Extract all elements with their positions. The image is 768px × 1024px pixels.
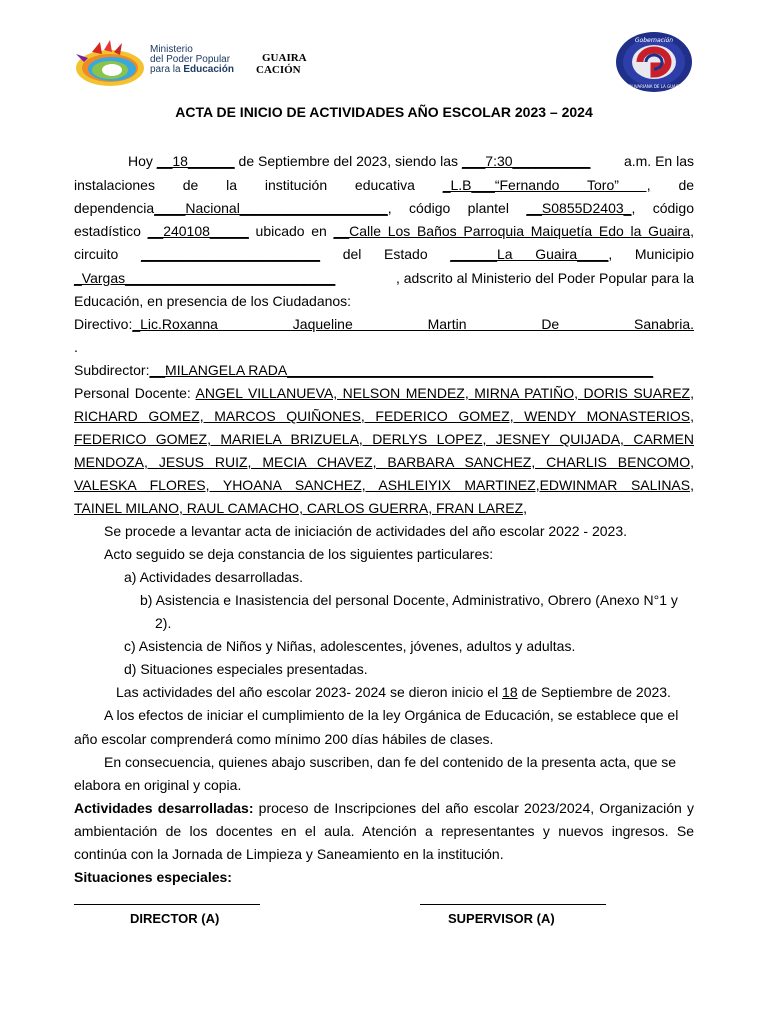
- body-line-education: Educación, en presencia de los Ciudadanos:: [74, 293, 352, 309]
- supervisor-label: SUPERVISOR (A): [448, 911, 555, 926]
- field-time: ___7:30__________: [461, 153, 591, 169]
- body-line-activities-2: ambientación de los docentes en el aula. Atención a representantes y nuevos ingresos. Se: [74, 823, 694, 839]
- body-line-activities-1: Actividades desarrolladas: proceso de Inscripciones del año escolar 2023/2024, Organización y: [74, 800, 694, 816]
- special-situations-label: Situaciones especiales:: [74, 869, 232, 885]
- ministry-name-line1: Ministerio: [150, 44, 193, 55]
- field-director: _Lic.Roxanna Jaqueline Martin De Sanabria.: [132, 316, 694, 332]
- body-line-staff-6: TAINEL MILANO, RAUL CAMACHO, CARLOS GUERRA, FRAN LAREZ,: [74, 500, 528, 516]
- body-line-subdirector: Subdirector:__MILANGELA RADA_______________________________________________: [74, 362, 654, 378]
- field-school-code: __S0855D2403_: [526, 200, 632, 216]
- ministry-logo: [74, 40, 324, 90]
- overlap-text-line2: CACIÓN: [256, 64, 301, 76]
- body-line-dot: .: [74, 339, 78, 355]
- list-item-b: b) Asistencia e Inasistencia del personal Docente, Administrativo, Obrero (Anexo N°1 y: [140, 592, 678, 608]
- body-line-municipality: _Vargas___________________________ , adscrito al Ministerio del Poder Popular para la: [74, 270, 694, 286]
- body-line-institution: instalaciones de la institución educativa _L.B___“Fernando Toro” , de: [74, 177, 695, 193]
- body-line-start: Las actividades del año escolar 2023- 2024 se dieron inicio el 18 de Septiembre de 2023.: [116, 684, 671, 700]
- governorate-seal-icon: [614, 30, 696, 94]
- field-dependency: ____Nacional___________________: [154, 200, 388, 216]
- field-subdirector: __MILANGELA RADA_______________________________________________: [149, 362, 654, 378]
- body-line-director: Directivo:_Lic.Roxanna Jaqueline Martin De Sanabria.: [74, 316, 694, 332]
- body-line-circuit: circuito _______________________ del Estado ______La Guaira____, Municipio: [74, 246, 695, 262]
- body-line-activities-3: continúa con la Jornada de Limpieza y Saneamiento en la institución.: [74, 846, 504, 862]
- field-day: __18______: [156, 153, 235, 169]
- ministry-name-line2: del Poder Popular: [150, 54, 231, 65]
- ministry-emblem-icon: [74, 40, 154, 88]
- list-item-c: c) Asistencia de Niños y Niñas, adolescentes, jóvenes, adultos y adultas.: [124, 638, 576, 654]
- body-line-copy: elabora en original y copia.: [74, 777, 242, 793]
- field-state: ______La Guaira____: [450, 246, 609, 262]
- body-line-law: A los efectos de iniciar el cumplimiento de la ley Orgánica de Educación, se establece que el: [104, 707, 679, 723]
- activities-label: Actividades desarrolladas:: [74, 800, 254, 816]
- field-municipality: _Vargas___________________________: [74, 270, 336, 286]
- body-line-staff-1: Personal Docente: ANGEL VILLANUEVA, NELSON MENDEZ, MIRNA PATIÑO, DORIS SUAREZ,: [74, 385, 695, 401]
- field-start-day: 18: [502, 684, 518, 700]
- list-item-b-cont: 2).: [155, 615, 172, 631]
- body-line-statistic: estadístico __240108_____ ubicado en __Calle Los Baños Parroquia Maiquetía Edo la Guaira,: [74, 223, 694, 239]
- ministry-name-line3: para la Educación: [150, 64, 234, 75]
- director-label: DIRECTOR (A): [130, 911, 220, 926]
- governorate-seal: [614, 30, 696, 94]
- director-signature-line: [74, 904, 260, 905]
- overlap-text-line1: GUAIRA: [262, 52, 307, 64]
- supervisor-signature-line: [420, 904, 606, 905]
- field-circuit: _______________________: [141, 246, 321, 262]
- list-item-d: d) Situaciones especiales presentadas.: [124, 661, 368, 677]
- body-line-staff-3: FEDERICO GOMEZ, MARIELA BRIZUELA, DERLYS LOPEZ, JESNEY QUIJADA, CARMEN: [74, 431, 694, 447]
- body-line-date: Hoy __18______ de Septiembre del 2023, siendo las ___7:30__________ a.m. En las: [128, 153, 694, 169]
- field-statistic-code: __240108_____: [147, 223, 249, 239]
- list-item-a: a) Actividades desarrolladas.: [124, 569, 303, 585]
- body-line-staff-4: MENDOZA, JESUS RUIZ, MECIA CHAVEZ, BARBARA SANCHEZ, CHARLIS BENCOMO,: [74, 454, 694, 470]
- body-line-staff-5: VALESKA FLORES, YHOANA SANCHEZ, ASHLEIYIX MARTINEZ,EDWINMAR SALINAS,: [74, 477, 694, 493]
- body-line-staff-2: RICHARD GOMEZ, MARCOS QUIÑONES, FEDERICO GOMEZ, WENDY MONASTERIOS,: [74, 408, 694, 424]
- field-address: __Calle Los Baños Parroquia Maiquetía Edo la Guaira,: [333, 223, 694, 239]
- field-institution: _L.B___“Fernando Toro” ,: [442, 177, 651, 193]
- body-line-dependency: dependencia____Nacional___________________, código plantel __S0855D2403_, código: [74, 200, 694, 216]
- body-line-schoolyear: año escolar comprenderá como mínimo 200 días hábiles de clases.: [74, 731, 494, 747]
- svg-text:Gobernación: Gobernación: [634, 37, 674, 44]
- body-line-followup: Acto seguido se deja constancia de los siguientes particulares:: [104, 546, 494, 562]
- body-line-proceed: Se procede a levantar acta de iniciación de actividades del año escolar 2022 - 2023.: [104, 523, 628, 539]
- body-line-consequence: En consecuencia, quienes abajo suscriben, dan fe del contenido de la presenta acta, que se: [104, 754, 677, 770]
- svg-text:BOLIVARIANA DE LA GUAIRA: BOLIVARIANA DE LA GUAIRA: [625, 84, 683, 89]
- document-title: ACTA DE INICIO DE ACTIVIDADES AÑO ESCOLAR 2023 – 2024: [175, 104, 593, 120]
